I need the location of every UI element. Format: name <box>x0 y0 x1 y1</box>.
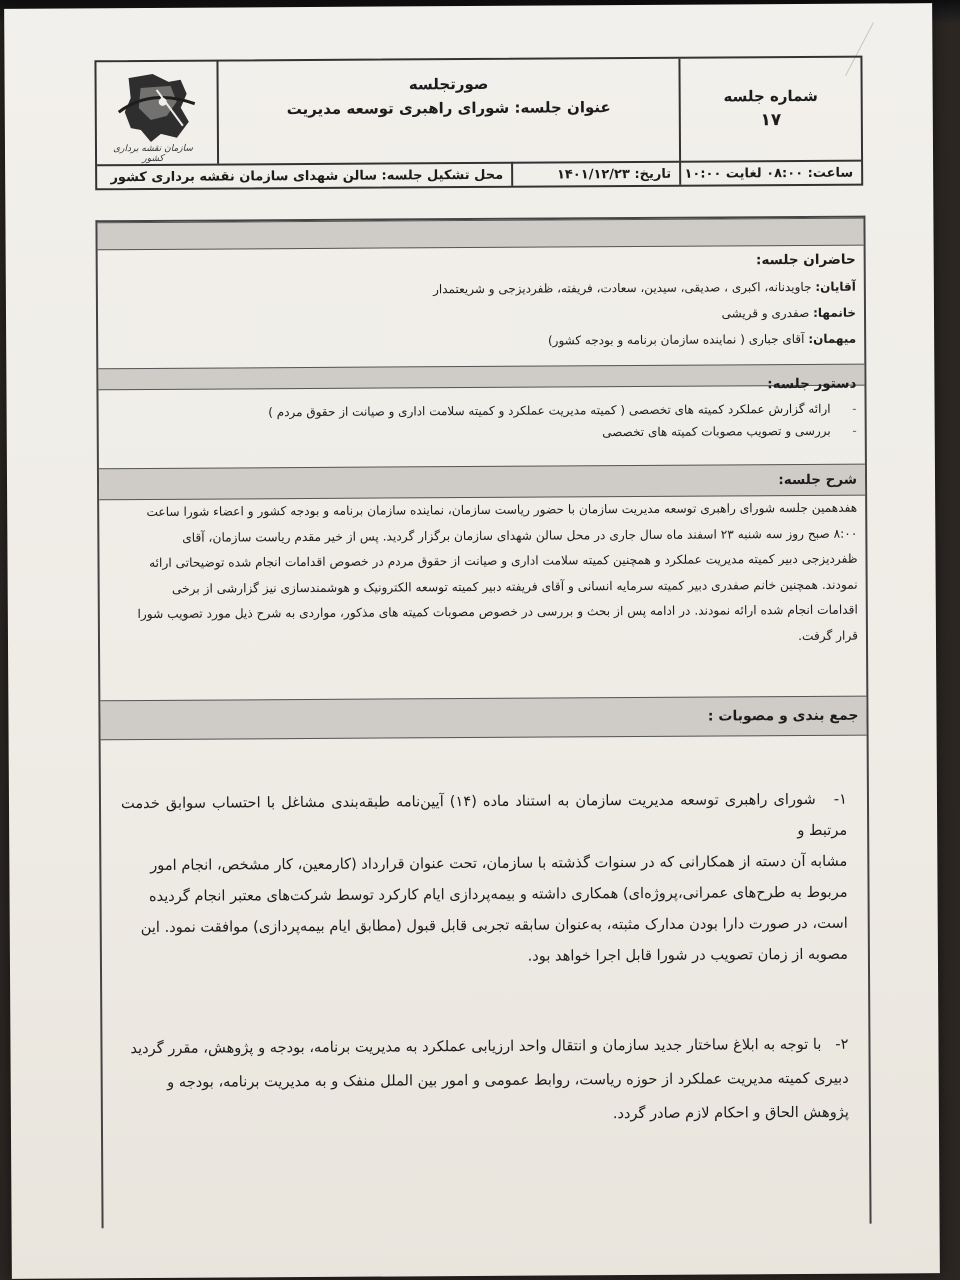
description-line: نمودند. همچنین خانم صفدری دبیر کمیته سرمایه انسانی و آقای فریفته دبیر کمیته توسعه الکترونیک و هوشمندسازی نیز گزارشی از برخی <box>171 577 858 596</box>
organization-logo-icon <box>110 68 198 151</box>
description-line: قرار گرفت. <box>798 628 859 643</box>
title-cell <box>216 59 679 164</box>
attendees-guests <box>106 328 856 355</box>
agenda-section <box>98 376 864 447</box>
men-label: آقایان: <box>815 279 856 294</box>
guests-label: میهمان: <box>808 331 857 346</box>
meeting-location: محل تشکیل جلسه: سالن شهدای سازمان نقشه برداری کشور <box>110 167 504 186</box>
women-names: صفدری و قریشی <box>721 305 810 321</box>
attendees-women <box>106 302 856 329</box>
content-frame <box>95 216 871 1229</box>
attendees-men <box>106 276 856 303</box>
session-number-cell <box>678 58 861 161</box>
resolution-line: مصوبه از زمان تصویب در شورا قابل اجرا خواهد بود. <box>527 945 848 965</box>
resolution-item-1 <box>101 784 868 975</box>
logo-text: سازمان نقشه برداری کشور <box>113 143 193 165</box>
description-heading: شرح جلسه: <box>778 471 858 489</box>
resolution-text <box>121 784 848 974</box>
resolution-line: شورای راهبری توسعه مدیریت سازمان به استناد ماده (۱۴) آیین‌نامه طبقه‌بندی مشاغل با احتساب سوابق خدمت مرتبط و <box>120 790 848 840</box>
agenda-item: -ارائه گزارش عملکرد کمیته های تخصصی ( کمیته مدیریت عملکرد و کمیته سلامت اداری و صیانت از حقوق مردم ) <box>268 401 857 420</box>
resolution-item-2 <box>102 1028 869 1135</box>
description-line: ظفردیزجی دبیر کمیته مدیریت عملکرد و همچنین کمیته سلامت اداری و صیانت از حقوق مردم در خصوص اقدامات انجام شده توضیحاتی ارائه <box>149 551 858 571</box>
meeting-time: ساعت: ۰۸:۰۰ لغایت ۱۰:۰۰ <box>679 160 861 185</box>
resolution-text <box>122 1028 849 1134</box>
resolutions-heading: جمع بندی و مصوبات : <box>707 707 859 725</box>
logo-cell <box>96 62 217 165</box>
description-section <box>99 472 866 654</box>
agenda-item-text: ارائه گزارش عملکرد کمیته های تخصصی ( کمیته مدیریت عملکرد و کمیته سلامت اداری و صیانت از حقوق مردم ) <box>268 401 831 420</box>
men-names: جاویدنانه، اکبری ، صدیقی، سیدین، سعادت، فریفته، ظفردیزجی و شریعتمدار <box>433 279 812 297</box>
resolution-line: دبیری کمیته مدیریت عملکرد از حوزه ریاست، روابط عمومی و امور بین الملل منفک و به مدیریت برنامه، بودجه و <box>167 1069 849 1091</box>
document-page <box>4 3 940 1279</box>
doc-type: صورتجلسه <box>408 74 489 94</box>
resolution-number: ۲- <box>835 1035 849 1053</box>
description-paragraph <box>107 496 858 654</box>
guests-names: آقای جباری ( نماینده سازمان برنامه و بودجه کشور) <box>547 331 805 348</box>
description-line: اقدامات انجام شده ارائه نمودند. در ادامه پس از بحث و بررسی در خصوص مصوبات کمیته های مذکور، مواردی به شرح ذیل مورد تصویب شورا <box>137 603 858 622</box>
resolution-line: پژوهش الحاق و احکام لازم صادر گردد. <box>612 1103 849 1123</box>
resolution-line: مشابه آن دسته از همکارانی که در سنوات گذشته با سازمان، تحت عنوان قرارداد (کارمعین، کار مشخص، انجام امور <box>150 852 848 874</box>
description-line: هفدهمین جلسه شورای راهبری توسعه مدیریت سازمان با حضور ریاست سازمان، نماینده سازمان برنامه و بودجه کشور و اعضاء شورا ساعت <box>146 500 858 519</box>
session-number-label: شماره جلسه <box>723 86 818 106</box>
meeting-date: تاریخ: ۱۴۰۱/۱۲/۲۳ <box>511 161 679 186</box>
resolution-line: مربوط به طرح‌های عمرانی،پروژه‌ای) همکاری داشته و بیمه‌پردازی ایام کارکرد توسط شرکت‌های معتبر انجام گردیده <box>148 883 848 905</box>
resolution-line: با توجه به ابلاغ ساختار جدید سازمان و انتقال واحد ارزیابی عملکرد به مدیریت برنامه، بودجه و پژوهش، مقرر گردید <box>130 1035 822 1058</box>
top-band <box>97 218 863 251</box>
resolution-line: است، در صورت دارا بودن مدارک مثبته، به‌عنوان سابقه تجربی قابل قبول (مطابق ایام بیمه‌پردازی) موافقت نمود. این <box>140 914 848 937</box>
attendees-heading: حاضران جلسه: <box>755 251 856 269</box>
resolution-number: ۱- <box>833 790 848 808</box>
agenda-item-text: بررسی و تصویب مصوبات کمیته های تخصصی <box>602 423 831 440</box>
agenda-item: -بررسی و تصویب مصوبات کمیته های تخصصی <box>602 423 857 440</box>
meeting-title: عنوان جلسه: شورای راهبری توسعه مدیریت <box>286 98 611 119</box>
description-line: ۸:۰۰ صبح روز سه شنبه ۲۳ اسفند ماه سال جاری در محل سالن شهدای سازمان برگزار گردید. پس از خیر مقدم ریاست سازمان، آقای <box>182 526 858 545</box>
women-label: خانمها: <box>813 305 857 320</box>
attendees-section <box>98 252 865 355</box>
agenda-heading: دستور جلسه: <box>767 375 857 393</box>
header-table <box>94 56 863 191</box>
session-number: ۱۷ <box>760 110 782 131</box>
